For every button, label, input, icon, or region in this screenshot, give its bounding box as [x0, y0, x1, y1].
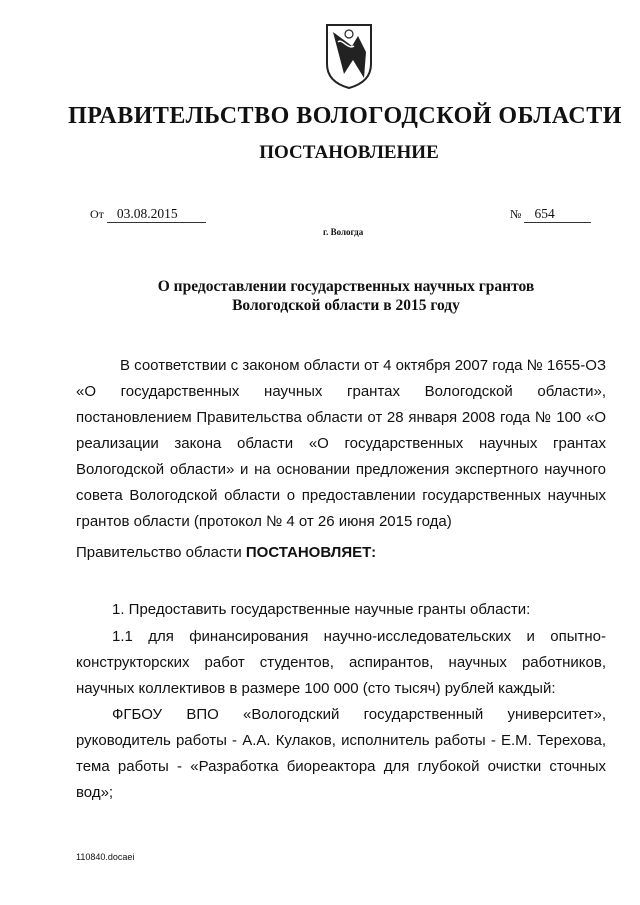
subject-line-2: Вологодской области в 2015 году [232, 297, 460, 314]
number-value: 654 [524, 206, 590, 223]
number-prefix: № [510, 207, 522, 221]
document-number [510, 206, 591, 223]
city-label: г. Вологда [323, 227, 364, 237]
document-type: ПОСТАНОВЛЕНИЕ [259, 142, 439, 163]
document-subject [0, 277, 640, 315]
item-1-1: 1.1 для финансирования научно-исследовательских и опытно-конструкторских работ студентов, аспирантов, научных работников, научных коллективов в размере 100 000 (сто тысяч) рублей каждый: [76, 628, 606, 697]
coat-of-arms-icon [324, 22, 374, 90]
date-value: 03.08.2015 [107, 206, 206, 223]
decree-line [76, 540, 606, 566]
decree-word: ПОСТАНОВЛЯЕТ: [245, 544, 377, 561]
item-1: 1. Предоставить государственные научные гранты области: [112, 601, 531, 618]
date-prefix: От [90, 207, 104, 221]
subject-line-1: О предоставлении государственных научных грантов [157, 278, 535, 295]
file-id: 110840.docaei [76, 852, 135, 862]
decree-prefix: Правительство области [76, 544, 246, 561]
preamble-paragraph: В соответствии с законом области от 4 октября 2007 года № 1655-ОЗ «О государственных научных грантах Вологодской области», постановлением Правительства области от 28 января 2008 года № 100 «О реализации закона области «О государственных научных грантах Вологодской области» и на основании предложения экспертного научного совета Вологодской области о предоставлении государственных научных грантов области (протокол № 4 от 26 июня 2015 года) [76, 357, 606, 530]
document-date [90, 206, 206, 223]
organization-title: ПРАВИТЕЛЬСТВО ВОЛОГОДСКОЙ ОБЛАСТИ [68, 103, 622, 129]
grant-recipient-entry: ФГБОУ ВПО «Вологодский государственный университет», руководитель работы - А.А. Кулаков, исполнитель работы - Е.М. Терехова, тема работы - «Разработка биореактора для глубокой очистки сточных вод»; [76, 706, 606, 801]
